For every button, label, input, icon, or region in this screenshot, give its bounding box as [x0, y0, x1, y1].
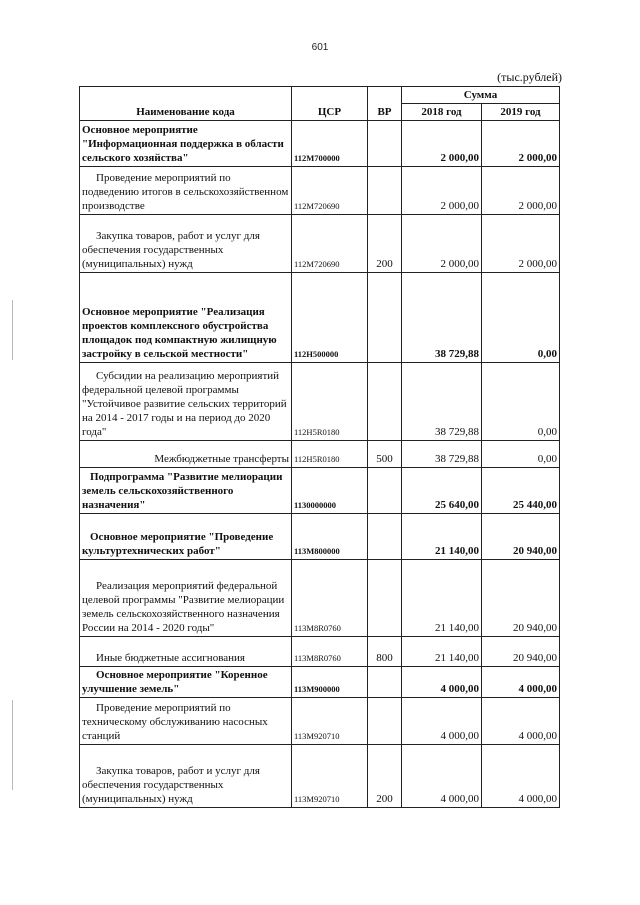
row-2019: 0,00	[482, 441, 560, 468]
row-code: 1130000000	[292, 468, 368, 514]
row-2018: 4 000,00	[402, 745, 482, 808]
table-row	[80, 468, 560, 514]
row-2018: 4 000,00	[402, 698, 482, 745]
table-row	[80, 745, 560, 808]
row-2019: 4 000,00	[482, 667, 560, 698]
units-label: (тыс.рублей)	[497, 70, 562, 84]
row-name: Реализация мероприятий федеральной целевой программы "Развитие мелиорации земель сельскохозяйственного назначения России на 2014 - 2020 годы"	[80, 560, 292, 637]
row-2019: 20 940,00	[482, 637, 560, 667]
row-name: Подпрограмма "Развитие мелиорации земель сельскохозяйственного назначения"	[80, 468, 292, 514]
row-code: 112Н5R0180	[292, 363, 368, 441]
row-2019: 0,00	[482, 363, 560, 441]
row-2019: 2 000,00	[482, 121, 560, 167]
scan-artifact	[12, 300, 13, 360]
row-2019: 2 000,00	[482, 215, 560, 273]
row-vr: 200	[368, 215, 402, 273]
row-2018: 38 729,88	[402, 363, 482, 441]
table-row	[80, 514, 560, 560]
header-name: Наименование кода	[80, 87, 292, 121]
scan-artifact	[12, 700, 13, 790]
row-vr: 200	[368, 745, 402, 808]
row-vr	[368, 560, 402, 637]
row-2019: 4 000,00	[482, 698, 560, 745]
row-vr	[368, 121, 402, 167]
table-row	[80, 441, 560, 468]
row-code: 112Н5R0180	[292, 441, 368, 468]
row-2019: 2 000,00	[482, 167, 560, 215]
row-2018: 4 000,00	[402, 667, 482, 698]
table-row	[80, 698, 560, 745]
row-name: Основное мероприятие "Коренное улучшение земель"	[80, 667, 292, 698]
row-2018: 38 729,88	[402, 273, 482, 363]
row-2018: 21 140,00	[402, 560, 482, 637]
header-sum: Сумма	[402, 87, 560, 104]
row-name: Субсидии на реализацию мероприятий федеральной целевой программы "Устойчивое развитие сельских территорий на 2014 - 2017 годы и на период до 2020 года"	[80, 363, 292, 441]
row-name: Закупка товаров, работ и услуг для обеспечения государственных (муниципальных) нужд	[80, 215, 292, 273]
row-vr	[368, 667, 402, 698]
row-code: 112Н500000	[292, 273, 368, 363]
row-code: 113М900000	[292, 667, 368, 698]
row-code: 113М8R0760	[292, 637, 368, 667]
row-vr: 800	[368, 637, 402, 667]
table-row	[80, 167, 560, 215]
row-2018: 2 000,00	[402, 215, 482, 273]
row-vr	[368, 514, 402, 560]
row-2018: 2 000,00	[402, 167, 482, 215]
row-vr: 500	[368, 441, 402, 468]
row-2019: 4 000,00	[482, 745, 560, 808]
row-name: Межбюджетные трансферты	[80, 441, 292, 468]
row-name: Основное мероприятие "Реализация проектов комплексного обустройства площадок под компактную жилищную застройку в сельской местности"	[80, 273, 292, 363]
table-row	[80, 215, 560, 273]
row-vr	[368, 167, 402, 215]
table-row	[80, 560, 560, 637]
row-code: 112М720690	[292, 215, 368, 273]
header-vr: ВР	[368, 87, 402, 121]
row-2019: 0,00	[482, 273, 560, 363]
row-name: Проведение мероприятий по подведению итогов в сельскохозяйственном производстве	[80, 167, 292, 215]
row-2018: 25 640,00	[402, 468, 482, 514]
row-2018: 38 729,88	[402, 441, 482, 468]
row-code: 113М920710	[292, 745, 368, 808]
table-header	[80, 87, 560, 121]
row-2019: 25 440,00	[482, 468, 560, 514]
row-vr	[368, 363, 402, 441]
row-name: Основное мероприятие "Информационная поддержка в области сельского хозяйства"	[80, 121, 292, 167]
row-2018: 21 140,00	[402, 637, 482, 667]
table-row	[80, 667, 560, 698]
header-2018: 2018 год	[402, 104, 482, 121]
row-code: 112М720690	[292, 167, 368, 215]
table-row	[80, 637, 560, 667]
header-csr: ЦСР	[292, 87, 368, 121]
page-number: 601	[311, 42, 329, 53]
table-row	[80, 121, 560, 167]
row-code: 113М8R0760	[292, 560, 368, 637]
row-2018: 2 000,00	[402, 121, 482, 167]
table-row	[80, 273, 560, 363]
row-2019: 20 940,00	[482, 514, 560, 560]
row-vr	[368, 468, 402, 514]
row-code: 113М800000	[292, 514, 368, 560]
row-code: 112М700000	[292, 121, 368, 167]
row-name: Проведение мероприятий по техническому обслуживанию насосных станций	[80, 698, 292, 745]
header-2019: 2019 год	[482, 104, 560, 121]
row-2019: 20 940,00	[482, 560, 560, 637]
row-name: Основное мероприятие "Проведение культуртехнических работ"	[80, 514, 292, 560]
row-name: Закупка товаров, работ и услуг для обеспечения государственных (муниципальных) нужд	[80, 745, 292, 808]
row-vr	[368, 698, 402, 745]
row-vr	[368, 273, 402, 363]
row-2018: 21 140,00	[402, 514, 482, 560]
budget-table	[79, 86, 560, 808]
table-row	[80, 363, 560, 441]
row-code: 113М920710	[292, 698, 368, 745]
row-name: Иные бюджетные ассигнования	[80, 637, 292, 667]
